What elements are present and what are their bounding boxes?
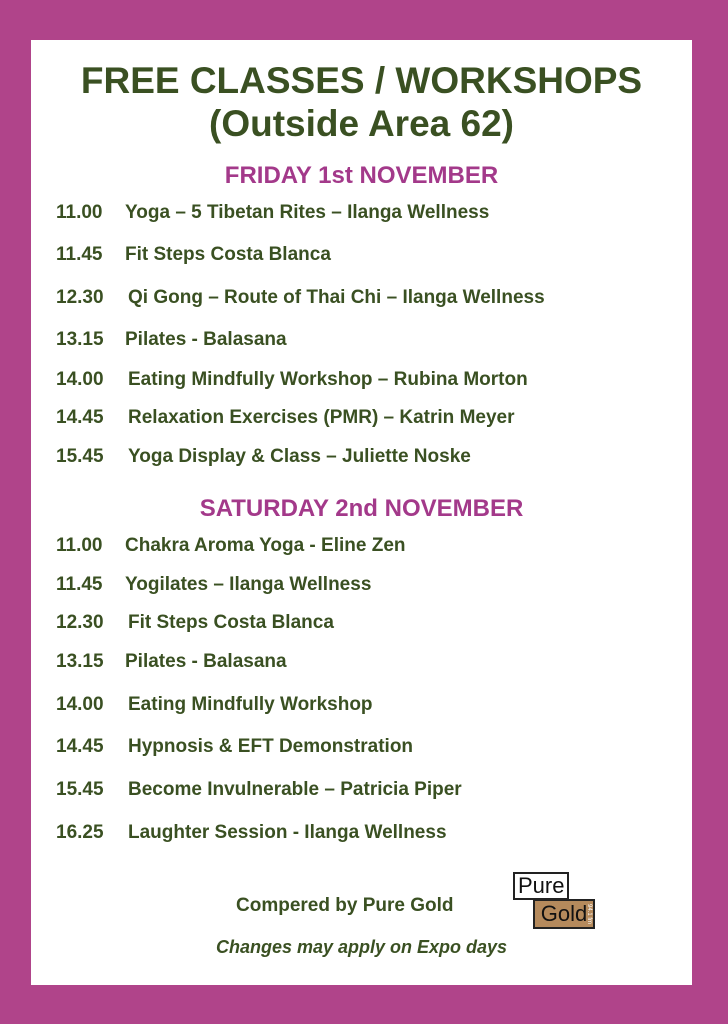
schedule-item (56, 407, 676, 429)
item-text: Relaxation Exercises (PMR) – Katrin Meyer (128, 407, 515, 428)
item-time: 16.25 (56, 822, 104, 843)
compered-by-text: Compered by Pure Gold (236, 895, 454, 916)
schedule-item (56, 535, 676, 557)
pure-gold-logo (511, 870, 599, 928)
poster (31, 40, 692, 985)
changes-note: Changes may apply on Expo days (215, 937, 508, 957)
item-time: 15.45 (56, 779, 104, 800)
item-text: Laughter Session - Ilanga Wellness (128, 822, 447, 843)
item-text: Hypnosis & EFT Demonstration (128, 736, 414, 757)
schedule-item (56, 202, 676, 224)
item-time: 14.45 (56, 407, 104, 428)
schedule-item (56, 651, 676, 673)
schedule-item (56, 694, 676, 716)
item-time: 11.00 (56, 202, 103, 223)
item-text: Eating Mindfully Workshop – Rubina Morton (128, 369, 528, 390)
schedule-item (56, 779, 676, 801)
item-time: 14.45 (56, 736, 104, 757)
item-time: 13.15 (56, 329, 104, 350)
poster-title-line2: (Outside Area 62) (209, 103, 514, 144)
item-text: Pilates - Balasana (125, 651, 287, 672)
item-time: 14.00 (56, 694, 104, 715)
item-time: 11.00 (56, 535, 103, 556)
item-text: Fit Steps Costa Blanca (125, 244, 331, 265)
item-text: Fit Steps Costa Blanca (128, 612, 334, 633)
schedule-item (56, 287, 676, 309)
schedule-item (56, 244, 676, 266)
logo-gold-text: Gold (540, 901, 588, 926)
item-time: 12.30 (56, 612, 104, 633)
item-text: Yogilates – Ilanga Wellness (125, 574, 372, 595)
schedule-item (56, 822, 676, 844)
item-text: Pilates - Balasana (125, 329, 287, 350)
logo-fm-text: 94.1 fm (586, 904, 592, 925)
poster-title-line1: FREE CLASSES / WORKSHOPS (80, 60, 643, 101)
schedule-item (56, 446, 676, 468)
friday-heading: FRIDAY 1st NOVEMBER (224, 162, 499, 189)
schedule-item (56, 736, 676, 758)
item-time: 13.15 (56, 651, 104, 672)
item-text: Yoga Display & Class – Juliette Noske (128, 446, 471, 467)
item-time: 11.45 (56, 244, 103, 265)
item-text: Yoga – 5 Tibetan Rites – Ilanga Wellness (125, 202, 490, 223)
item-time: 12.30 (56, 287, 104, 308)
saturday-heading: SATURDAY 2nd NOVEMBER (199, 495, 524, 522)
logo-gold-box (533, 899, 595, 929)
schedule-item (56, 612, 676, 634)
item-time: 14.00 (56, 369, 104, 390)
item-text: Qi Gong – Route of Thai Chi – Ilanga Wellness (128, 287, 545, 308)
item-time: 15.45 (56, 446, 104, 467)
item-time: 11.45 (56, 574, 103, 595)
schedule-item (56, 574, 676, 596)
schedule-item (56, 369, 676, 391)
item-text: Chakra Aroma Yoga - Eline Zen (125, 535, 406, 556)
item-text: Become Invulnerable – Patricia Piper (128, 779, 462, 800)
item-text: Eating Mindfully Workshop (128, 694, 373, 715)
schedule-item (56, 329, 676, 351)
logo-pure-text: Pure (513, 872, 569, 900)
